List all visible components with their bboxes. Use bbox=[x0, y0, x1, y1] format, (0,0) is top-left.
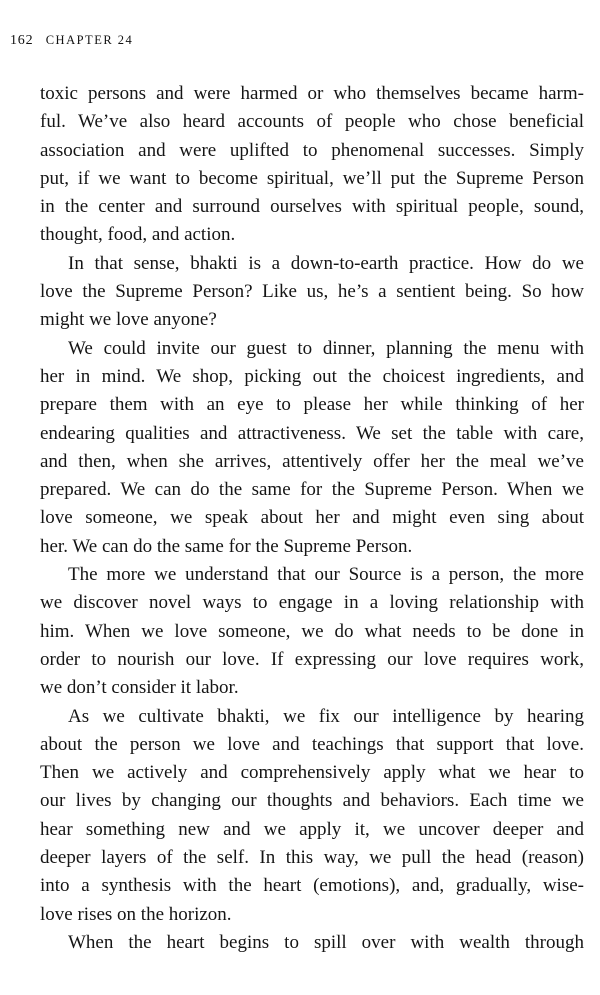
paragraph bbox=[40, 335, 584, 561]
text-line: We could invite our guest to dinner, planning the menu with bbox=[68, 337, 584, 359]
page-number: 162 bbox=[10, 33, 34, 48]
text-line: we discover novel ways to engage in a loving relationship with bbox=[40, 592, 584, 614]
text-line: hear something new and we apply it, we uncover deeper and bbox=[40, 818, 584, 840]
text-line: Then we actively and comprehensively apply what we hear to bbox=[40, 762, 584, 784]
body-text bbox=[40, 80, 584, 957]
text-line: him. When we love someone, we do what needs to be done in bbox=[40, 620, 584, 642]
paragraph bbox=[40, 80, 584, 250]
text-line: thought, food, and action. bbox=[40, 224, 236, 246]
text-line: When the heart begins to spill over with wealth through bbox=[68, 931, 584, 953]
text-line: As we cultivate bhakti, we fix our intelligence by hearing bbox=[68, 705, 584, 727]
text-line: in the center and surround ourselves with spiritual people, sound, bbox=[40, 196, 584, 218]
text-line: love someone, we speak about her and might even sing about bbox=[40, 507, 584, 529]
text-line: her. We can do the same for the Supreme Person. bbox=[40, 535, 413, 557]
text-line: might we love anyone? bbox=[40, 309, 217, 331]
text-line: deeper layers of the self. In this way, we pull the head (reason) bbox=[40, 847, 584, 869]
running-head bbox=[10, 33, 133, 49]
paragraph bbox=[40, 561, 584, 702]
text-line: about the person we love and teachings that support that love. bbox=[40, 733, 584, 755]
text-line: The more we understand that our Source is a person, the more bbox=[68, 564, 584, 586]
text-line: love rises on the horizon. bbox=[40, 903, 232, 925]
text-line: her in mind. We shop, picking out the choicest ingredients, and bbox=[40, 365, 584, 387]
text-line: toxic persons and were harmed or who themselves became harm- bbox=[40, 83, 584, 104]
text-line: prepared. We can do the same for the Supreme Person. When we bbox=[40, 479, 584, 501]
paragraph bbox=[40, 250, 584, 335]
text-line: we don’t consider it labor. bbox=[40, 677, 239, 699]
text-line: love the Supreme Person? Like us, he’s a sentient being. So how bbox=[40, 281, 584, 303]
text-line: into a synthesis with the heart (emotions), and, gradually, wise- bbox=[40, 875, 584, 897]
text-line: In that sense, bhakti is a down-to-earth practice. How do we bbox=[68, 252, 584, 274]
text-line: ful. We’ve also heard accounts of people who chose beneficial bbox=[40, 111, 584, 133]
text-line: order to nourish our love. If expressing our love requires work, bbox=[40, 648, 584, 670]
text-line: put, if we want to become spiritual, we’ll put the Supreme Person bbox=[40, 167, 584, 189]
text-line: prepare them with an eye to please her while thinking of her bbox=[40, 394, 584, 416]
text-line: and then, when she arrives, attentively offer her the meal we’ve bbox=[40, 450, 584, 472]
text-line: our lives by changing our thoughts and behaviors. Each time we bbox=[40, 790, 584, 812]
text-line: endearing qualities and attractiveness. We set the table with care, bbox=[40, 422, 584, 444]
chapter-label: CHAPTER 24 bbox=[45, 33, 134, 47]
text-line: association and were uplifted to phenomenal successes. Simply bbox=[40, 139, 584, 161]
paragraph bbox=[40, 929, 584, 957]
paragraph bbox=[40, 703, 584, 929]
